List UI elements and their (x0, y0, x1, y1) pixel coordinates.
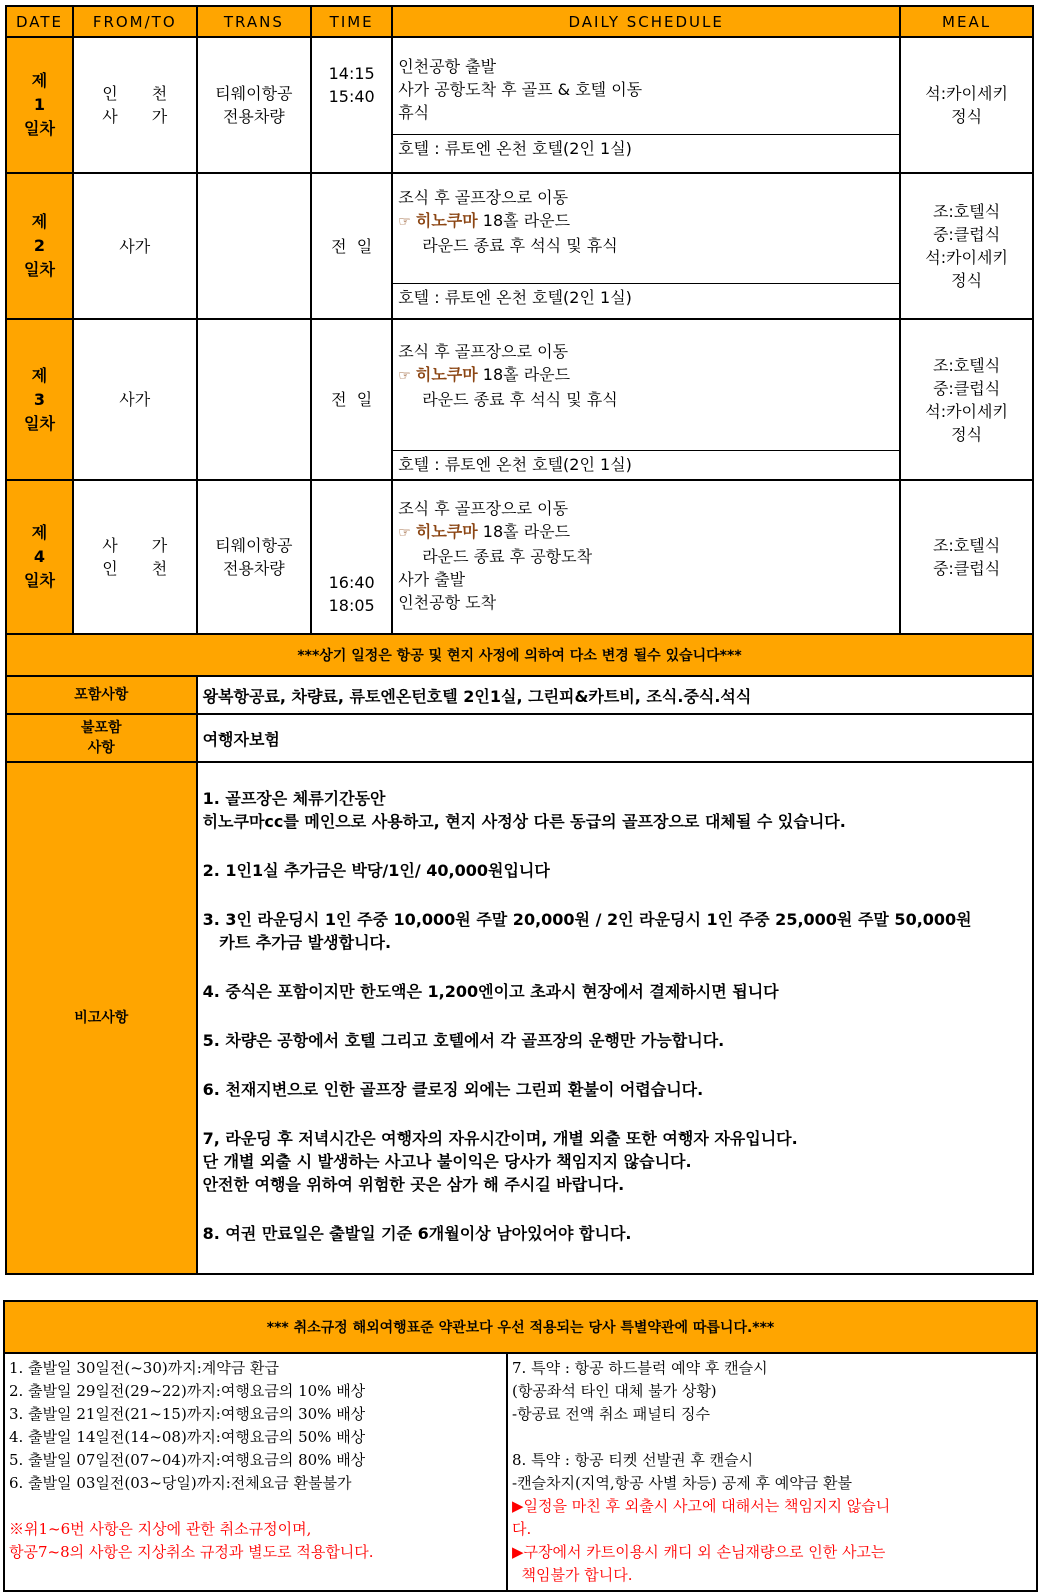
schedule-notice: ***상기 일정은 항공 및 현지 사정에 의하여 다소 변경 될수 있습니다*** (6, 634, 1033, 676)
header-row (6, 6, 1033, 37)
header-meal: MEAL (900, 6, 1033, 37)
trans-cell: 티웨이항공 전용차량 (197, 37, 312, 173)
schedule-cell: 조식 후 골프장으로 이동 ☞ 히노쿠마 18홀 라운드 라운드 종료 후 석식 및 휴식 호텔 : 류토엔 온천 호텔(2인 1실) (392, 173, 900, 319)
meal-cell: 조:호텔식 중:클럽식 석:카이세키 정식 (900, 319, 1033, 480)
time-cell: 16:40 18:05 (311, 480, 392, 634)
pointing-hand-icon: ☞ (398, 525, 411, 541)
from-to-cell: 사 인 가 천 (73, 480, 197, 634)
remarks-row (6, 762, 1033, 1274)
from-to-cell: 사가 (73, 173, 197, 319)
remark-item: 7, 라운딩 후 저녁시간은 여행자의 자유시간이며, 개별 외출 또한 여행자 자유입니다. 단 개별 외출 시 발생하는 사고나 불이익은 당사가 책임지지 않습니다. 안전한 여행을 위하여 위험한 곳은 삼가 해 주시길 바랍니다. (202, 1129, 798, 1194)
time-cell: 전 일 (311, 173, 392, 319)
remark-item: 2. 1인1실 추가금은 박당/1인/ 40,000원입니다 (202, 861, 550, 880)
meal-cell: 석:카이세키 정식 (900, 37, 1033, 173)
day-label: 제 1 일차 (6, 37, 73, 173)
trans-cell (197, 173, 312, 319)
cancellation-notice: *** 취소규정 해외여행표준 약관보다 우선 적용되는 당사 특별약관에 따릅니다.*** (4, 1301, 1037, 1353)
schedule-table (5, 5, 1034, 1275)
included-label: 포함사항 (6, 676, 197, 714)
trans-cell: 티웨이항공 전용차량 (197, 480, 312, 634)
day-row-1 (6, 37, 1033, 173)
schedule-cell: 조식 후 골프장으로 이동 ☞ 히노쿠마 18홀 라운드 라운드 종료 후 공항도착 사가 출발 인천공항 도착 (392, 480, 900, 634)
cancellation-table (3, 1300, 1038, 1592)
pointing-hand-icon: ☞ (398, 214, 411, 230)
from-to-cell: 인 사 천 가 (73, 37, 197, 173)
remark-item: 4. 중식은 포함이지만 한도액은 1,200엔이고 초과시 현장에서 결제하시면 됩니다 (202, 982, 779, 1001)
day-row-3 (6, 319, 1033, 480)
trans-cell (197, 319, 312, 480)
cancellation-right: 7. 특약 : 항공 하드블럭 예약 후 캔슬시 (항공좌석 타인 대체 불가 상황) -항공료 전액 취소 패널티 징수 8. 특약 : 항공 티켓 선발권 후 캔슬시 -캔슬차지(지역,항공 사별 차등) 공제 후 예약금 환불 ▶일정을 마친 후 외출시 사고에 대해서는 책임지지 않습니 다. ▶구장에서 카트이용시 캐디 외 손님재량으로 인한 사고는 책임불가 합니다. (507, 1353, 1037, 1591)
included-value: 왕복항공료, 차량료, 류토엔온턴호텔 2인1실, 그린피&카트비, 조식.중식.석식 (197, 676, 1033, 714)
header-trans: TRANS (197, 6, 312, 37)
notice-row (6, 634, 1033, 676)
meal-cell: 조:호텔식 중:클럽식 석:카이세키 정식 (900, 173, 1033, 319)
cancellation-left: 1. 출발일 30일전(~30)까지:계약금 환급 2. 출발일 29일전(29~22)까지:여행요금의 10% 배상 3. 출발일 21일전(21~15)까지:여행요금의 30% 배상 4. 출발일 14일전(14~08)까지:여행요금의 50% 배상 5. 출발일 07일전(07~04)까지:여행요금의 80% 배상 6. 출발일 03일전(03~당일)까지:전체요금 환불불가 ※위1~6번 사항은 지상에 관한 취소규정이며, 항공7~8의 사항은 지상취소 규정과 별도로 적용합니다. (4, 1353, 507, 1591)
included-row (6, 676, 1033, 714)
excluded-row (6, 714, 1033, 762)
header-from-to: FROM/TO (73, 6, 197, 37)
meal-cell: 조:호텔식 중:클럽식 (900, 480, 1033, 634)
remark-item: 5. 차량은 공항에서 호텔 그리고 호텔에서 각 골프장의 운행만 가능합니다. (202, 1031, 725, 1050)
day-row-2 (6, 173, 1033, 319)
day-label: 제 4 일차 (6, 480, 73, 634)
excluded-value: 여행자보험 (197, 714, 1033, 762)
remarks-body (197, 762, 1033, 1274)
hotel-line: 호텔 : 류토엔 온천 호텔(2인 1실) (393, 450, 899, 479)
header-schedule: DAILY SCHEDULE (392, 6, 900, 37)
remark-item: 3. 3인 라운딩시 1인 주중 10,000원 주말 20,000원 / 2인 라운딩시 1인 주중 25,000원 주말 50,000원 카트 추가금 발생합니다. (202, 910, 972, 952)
time-cell: 전 일 (311, 319, 392, 480)
remark-item: 6. 천재지변으로 인한 골프장 클로징 외에는 그린피 환불이 어렵습니다. (202, 1080, 704, 1099)
excluded-label: 불포함 사항 (6, 714, 197, 762)
pointing-hand-icon: ☞ (398, 368, 411, 384)
remark-item: 8. 여권 만료일은 출발일 기준 6개월이상 남아있어야 합니다. (202, 1224, 632, 1243)
from-to-cell: 사가 (73, 319, 197, 480)
header-time: TIME (311, 6, 392, 37)
day-label: 제 2 일차 (6, 173, 73, 319)
hotel-line: 호텔 : 류토엔 온천 호텔(2인 1실) (393, 134, 899, 163)
day-label: 제 3 일차 (6, 319, 73, 480)
schedule-cell: 조식 후 골프장으로 이동 ☞ 히노쿠마 18홀 라운드 라운드 종료 후 석식 및 휴식 호텔 : 류토엔 온천 호텔(2인 1실) (392, 319, 900, 480)
remarks-label: 비고사항 (6, 762, 197, 1274)
remark-item: 1. 골프장은 체류기간동안 히노쿠마cc를 메인으로 사용하고, 현지 사정상 다른 동급의 골프장으로 대체될 수 있습니다. (202, 789, 846, 831)
hotel-line: 호텔 : 류토엔 온천 호텔(2인 1실) (393, 283, 899, 312)
day-row-4 (6, 480, 1033, 634)
header-date: DATE (6, 6, 73, 37)
schedule-cell: 인천공항 출발 사가 공항도착 후 골프 & 호텔 이동 휴식 호텔 : 류토엔 온천 호텔(2인 1실) (392, 37, 900, 173)
time-cell: 14:15 15:40 (311, 37, 392, 173)
